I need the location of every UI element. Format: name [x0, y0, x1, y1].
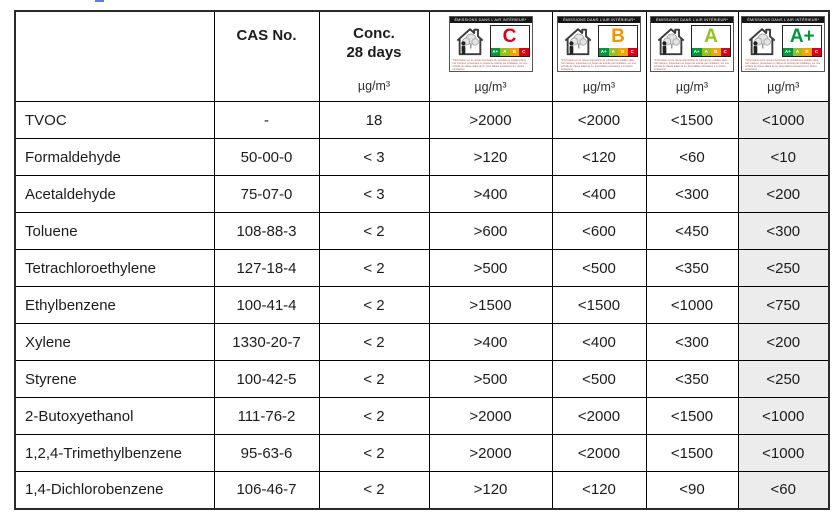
emission-label-c-icon [449, 16, 533, 72]
table-row [15, 176, 829, 213]
cas-cell: 111-76-2 [214, 398, 319, 435]
class-c-cell: >2000 [429, 398, 552, 435]
scale-square-a: A [702, 48, 712, 56]
conc-cell: < 2 [319, 472, 429, 509]
header-substance [15, 11, 214, 102]
conc-cell: < 3 [319, 139, 429, 176]
scale-square-a: A [793, 48, 803, 56]
class-a-cell: <1500 [646, 398, 738, 435]
class-aplus-cell: <300 [738, 213, 829, 250]
class-a-cell: <90 [646, 472, 738, 509]
class-aplus-cell: <1000 [738, 398, 829, 435]
table-row [15, 213, 829, 250]
scale-square-b: B [711, 48, 721, 56]
scale-square-b: B [618, 48, 628, 56]
table-row [15, 139, 829, 176]
conc-header-line2: 28 days [346, 44, 402, 61]
substance-cell: Formaldehyde [15, 139, 214, 176]
grade-scale [491, 48, 529, 56]
substance-cell: Styrene [15, 361, 214, 398]
class-b-cell: <600 [552, 213, 646, 250]
emission-label-aplus-icon [741, 16, 825, 72]
class-b-cell: <2000 [552, 435, 646, 472]
unit-label: µg/m³ [767, 80, 800, 94]
house-icon [653, 25, 689, 57]
emission-label-title: ÉMISSIONS DANS L'AIR INTÉRIEUR* [742, 17, 824, 23]
class-aplus-cell: <60 [738, 472, 829, 509]
grade-scale [599, 48, 637, 56]
conc-header-line1: Conc. [353, 25, 395, 42]
table-row [15, 472, 829, 509]
class-a-cell: <1500 [646, 435, 738, 472]
class-aplus-cell: <1000 [738, 102, 829, 139]
class-a-cell: <300 [646, 324, 738, 361]
class-b-cell: <2000 [552, 102, 646, 139]
cas-cell: 127-18-4 [214, 250, 319, 287]
cas-cell: 95-63-6 [214, 435, 319, 472]
substance-cell: TVOC [15, 102, 214, 139]
scale-square-aplus: A+ [693, 49, 700, 54]
class-b-cell: <1500 [552, 287, 646, 324]
house-icon [744, 25, 780, 57]
unit-label: µg/m³ [675, 80, 709, 94]
table-row [15, 324, 829, 361]
class-aplus-cell: <10 [738, 139, 829, 176]
class-aplus-cell: <200 [738, 176, 829, 213]
class-a-cell: <350 [646, 361, 738, 398]
emission-label-fine-print: *Information sur le niveau d'émission de substances volatiles dans l'air intérieur, présentant un risque de toxicité par inhalation, sur une échelle de classe allant de A+ (très faibles émissions) à C (fortes émissions) [561, 59, 636, 71]
conc-cell: < 2 [319, 361, 429, 398]
substance-cell: Acetaldehyde [15, 176, 214, 213]
grade-letter-c: C [502, 26, 517, 47]
substance-cell: Ethylbenzene [15, 287, 214, 324]
grade-scale [783, 48, 821, 56]
scale-square-a: A [609, 48, 619, 56]
class-a-cell: <1000 [646, 287, 738, 324]
scale-square-c: C [519, 48, 529, 56]
class-a-cell: <1500 [646, 102, 738, 139]
substance-cell: 1,2,4-Trimethylbenzene [15, 435, 214, 472]
clipped-text-fragment [95, 0, 104, 2]
class-b-cell: <2000 [552, 398, 646, 435]
scale-square-c: C [721, 48, 731, 56]
class-aplus-cell: <1000 [738, 435, 829, 472]
header-class-a [646, 11, 738, 102]
header-class-c [429, 11, 552, 102]
class-b-cell: <400 [552, 324, 646, 361]
house-icon [560, 25, 596, 57]
class-c-cell: >1500 [429, 287, 552, 324]
scale-square-a: A [500, 48, 510, 56]
class-b-cell: <500 [552, 361, 646, 398]
cas-header-label: CAS No. [236, 27, 297, 44]
table-row [15, 287, 829, 324]
class-b-cell: <120 [552, 139, 646, 176]
class-b-cell: <400 [552, 176, 646, 213]
conc-cell: < 2 [319, 324, 429, 361]
emission-label-fine-print: *Information sur le niveau d'émission de substances volatiles dans l'air intérieur, présentant un risque de toxicité par inhalation, sur une échelle de classe allant de A+ (très faibles émissions) à C (fortes émissions) [452, 59, 528, 71]
class-c-cell: >120 [429, 472, 552, 509]
class-a-cell: <350 [646, 250, 738, 287]
scale-square-c: C [812, 48, 822, 56]
class-aplus-cell: <250 [738, 250, 829, 287]
cas-cell: 50-00-0 [214, 139, 319, 176]
emission-label-title: ÉMISSIONS DANS L'AIR INTÉRIEUR* [651, 17, 733, 23]
conc-cell: < 2 [319, 250, 429, 287]
cas-cell: 1330-20-7 [214, 324, 319, 361]
class-aplus-cell: <250 [738, 361, 829, 398]
table-row [15, 398, 829, 435]
emission-label-b-icon [557, 16, 641, 72]
voc-emissions-table [14, 10, 830, 510]
header-class-b [552, 11, 646, 102]
conc-cell: < 2 [319, 435, 429, 472]
emission-label-title: ÉMISSIONS DANS L'AIR INTÉRIEUR* [558, 17, 640, 23]
table-row [15, 361, 829, 398]
class-a-cell: <300 [646, 176, 738, 213]
class-a-cell: <60 [646, 139, 738, 176]
scale-square-c: C [628, 48, 638, 56]
scale-square-aplus: A+ [492, 49, 499, 54]
table-row [15, 250, 829, 287]
header-conc [319, 11, 429, 102]
cas-cell: 108-88-3 [214, 213, 319, 250]
conc-cell: < 3 [319, 176, 429, 213]
conc-cell: < 2 [319, 287, 429, 324]
class-c-cell: >600 [429, 213, 552, 250]
grade-letter-aplus: A+ [789, 26, 815, 47]
unit-label: µg/m³ [357, 79, 391, 93]
house-icon [452, 25, 488, 57]
grade-scale [692, 48, 730, 56]
emission-label-fine-print: *Information sur le niveau d'émission de substances volatiles dans l'air intérieur, présentant un risque de toxicité par inhalation, sur une échelle de classe allant de A+ (très faibles émissions) à C (fortes émissions) [654, 59, 729, 71]
class-c-cell: >120 [429, 139, 552, 176]
cas-cell: 106-46-7 [214, 472, 319, 509]
table-row [15, 435, 829, 472]
grade-letter-a: A [704, 26, 718, 47]
conc-cell: < 2 [319, 213, 429, 250]
scale-square-aplus: A+ [600, 49, 607, 54]
unit-label: µg/m³ [582, 80, 616, 94]
class-a-cell: <450 [646, 213, 738, 250]
cas-cell: 100-42-5 [214, 361, 319, 398]
scale-square-b: B [802, 48, 812, 56]
substance-cell: Toluene [15, 213, 214, 250]
class-aplus-cell: <750 [738, 287, 829, 324]
cas-cell: 75-07-0 [214, 176, 319, 213]
emission-label-a-icon [650, 16, 734, 72]
scale-square-aplus: A+ [785, 49, 791, 54]
class-c-cell: >400 [429, 176, 552, 213]
conc-cell: < 2 [319, 398, 429, 435]
class-b-cell: <500 [552, 250, 646, 287]
grade-letter-b: B [611, 26, 625, 47]
substance-cell: Tetrachloroethylene [15, 250, 214, 287]
cas-cell: - [214, 102, 319, 139]
substance-cell: Xylene [15, 324, 214, 361]
table-row [15, 102, 829, 139]
unit-label: µg/m³ [474, 80, 507, 94]
class-c-cell: >2000 [429, 435, 552, 472]
header-class-aplus [738, 11, 829, 102]
header-cas [214, 11, 319, 102]
class-aplus-cell: <200 [738, 324, 829, 361]
class-b-cell: <120 [552, 472, 646, 509]
substance-cell: 2-Butoxyethanol [15, 398, 214, 435]
emission-label-title: ÉMISSIONS DANS L'AIR INTÉRIEUR* [450, 17, 532, 23]
emission-label-fine-print: *Information sur le niveau d'émission de substances volatiles dans l'air intérieur, présentant un risque de toxicité par inhalation, sur une échelle de classe allant de A+ (très faibles émissions) à C (fortes émissions) [745, 59, 821, 71]
cas-cell: 100-41-4 [214, 287, 319, 324]
class-c-cell: >500 [429, 361, 552, 398]
header-row [15, 11, 829, 102]
conc-cell: 18 [319, 102, 429, 139]
class-c-cell: >500 [429, 250, 552, 287]
class-c-cell: >400 [429, 324, 552, 361]
class-c-cell: >2000 [429, 102, 552, 139]
scale-square-b: B [510, 48, 520, 56]
substance-cell: 1,4-Dichlorobenzene [15, 472, 214, 509]
